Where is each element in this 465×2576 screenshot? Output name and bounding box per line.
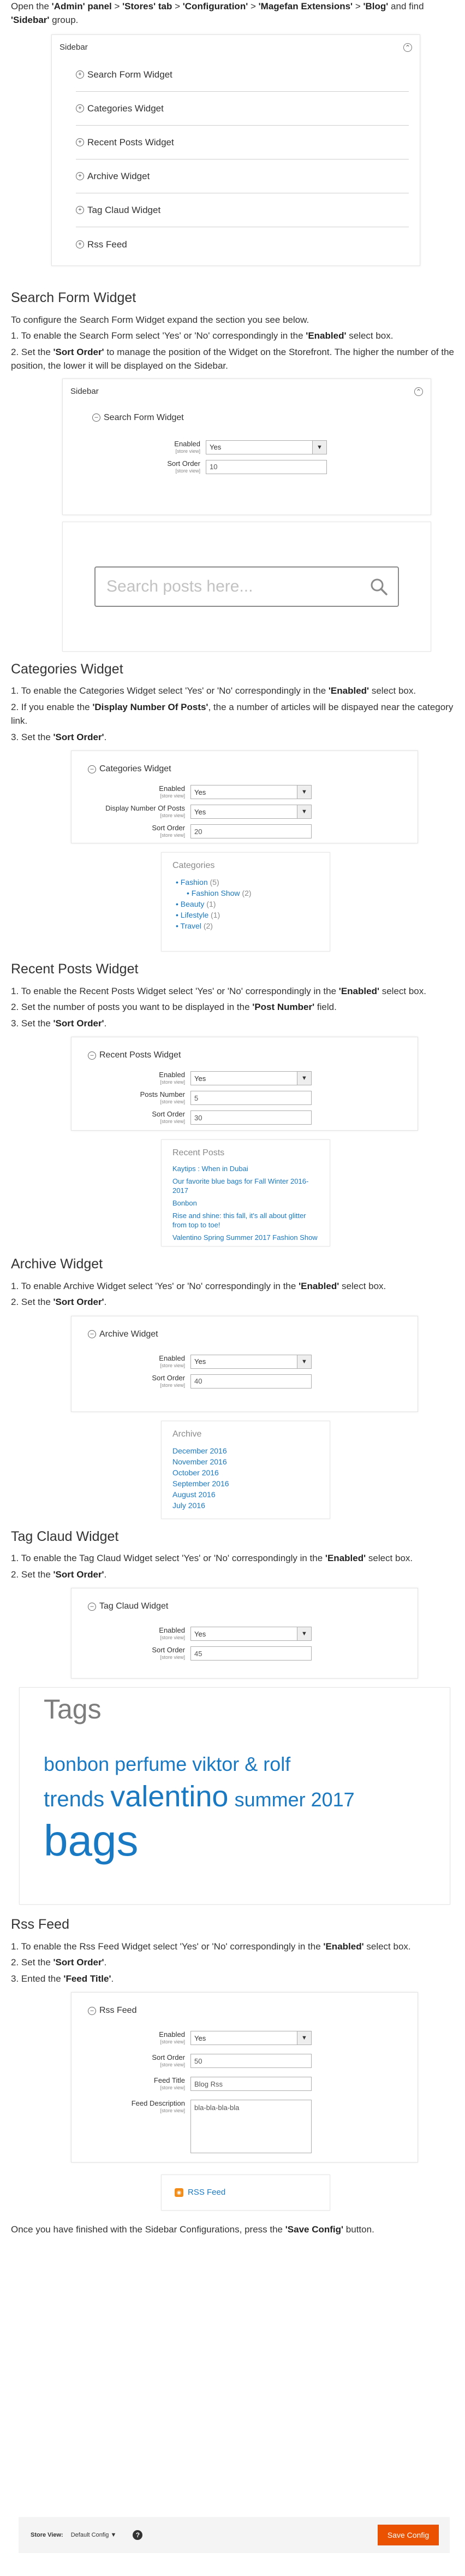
field-label: Sort Order bbox=[152, 1110, 185, 1119]
group-archive-widget[interactable] bbox=[76, 159, 409, 193]
field-label: Enabled bbox=[159, 784, 185, 793]
tags-sort-field bbox=[81, 1646, 408, 1661]
categories-number-select[interactable]: Yes ▼ bbox=[190, 805, 312, 819]
tags-enabled-select[interactable]: Yes ▼ bbox=[190, 1627, 312, 1641]
tag-link[interactable]: trends bbox=[44, 1787, 105, 1812]
search-heading: Search Form Widget bbox=[11, 290, 136, 306]
recent-post-link[interactable]: Kaytips : When in Dubai bbox=[172, 1165, 248, 1173]
group-label: Archive Widget bbox=[87, 171, 150, 182]
recent-post-link[interactable]: Rise and shine: this fall, it's all about glitter from top to toe! bbox=[172, 1212, 306, 1230]
categories-config-panel bbox=[71, 751, 418, 843]
scope-label: [store view] bbox=[160, 832, 185, 838]
field-label: Enabled bbox=[174, 439, 200, 448]
expand-icon: + bbox=[76, 240, 84, 249]
archive-link[interactable]: July 2016 bbox=[172, 1500, 205, 1510]
search-paragraph-1: To configure the Search Form Widget expand the section you see below. bbox=[11, 314, 309, 325]
categories-sort-field bbox=[81, 824, 408, 838]
group-tag-claud-widget[interactable] bbox=[76, 193, 409, 227]
categories-paragraph-1: 1. To enable the Categories Widget select 'Yes' or 'No' correspondingly in the 'Enabled' select box. bbox=[11, 686, 416, 696]
rss-section-title[interactable]: – Rss Feed bbox=[88, 2002, 408, 2019]
dropdown-arrow-icon: ▼ bbox=[297, 805, 311, 818]
rss-icon: ◉ bbox=[175, 2188, 183, 2197]
archive-sort-field bbox=[81, 1374, 408, 1389]
search-posts-input[interactable]: Search posts here... bbox=[94, 566, 399, 607]
recent-post-link[interactable]: Valentino Spring Summer 2017 Fashion Show bbox=[172, 1233, 318, 1242]
tag-link[interactable]: summer 2017 bbox=[234, 1788, 355, 1811]
scope-label: [store view] bbox=[175, 448, 200, 454]
scope-label: [store view] bbox=[160, 1119, 185, 1125]
archive-widget-preview bbox=[161, 1421, 330, 1519]
dropdown-arrow-icon: ▼ bbox=[312, 441, 326, 454]
field-label: Feed Title bbox=[153, 2076, 185, 2085]
archive-config-panel bbox=[71, 1316, 418, 1412]
collapse-icon: – bbox=[88, 1603, 96, 1611]
search-enabled-field bbox=[70, 440, 423, 454]
category-link[interactable]: • Fashion Show (2) bbox=[187, 889, 252, 898]
recent-posts-number-input[interactable]: 5 bbox=[190, 1091, 312, 1105]
categories-heading: Categories Widget bbox=[11, 661, 123, 677]
group-recent-posts-widget[interactable] bbox=[76, 126, 409, 159]
rss-widget-preview bbox=[161, 2175, 330, 2211]
field-label: Sort Order bbox=[152, 1373, 185, 1382]
tags-sort-order-input[interactable]: 45 bbox=[190, 1646, 312, 1661]
collapse-icon[interactable]: ⌃ bbox=[403, 43, 412, 52]
help-icon[interactable]: ? bbox=[133, 2530, 142, 2540]
categories-paragraph-3: 3. Set the 'Sort Order'. bbox=[11, 731, 107, 742]
archive-paragraph-1: 1. To enable Archive Widget select 'Yes' or 'No' correspondingly in the 'Enabled' select box. bbox=[11, 1280, 386, 1291]
rss-heading: Rss Feed bbox=[11, 1917, 69, 1933]
outro-text: Once you have finished with the Sidebar Configurations, press the 'Save Config' button. bbox=[11, 2224, 374, 2235]
dropdown-arrow-icon: ▼ bbox=[297, 1355, 311, 1368]
categories-paragraph-2: 2. If you enable the 'Display Number Of Posts', the a number of articles will be dispayed near the category link. bbox=[11, 701, 454, 726]
scope-label: [store view] bbox=[160, 1362, 185, 1368]
category-link[interactable]: • Travel (2) bbox=[176, 921, 213, 931]
recent-heading: Recent Posts Widget bbox=[11, 961, 139, 977]
scope-label: [store view] bbox=[160, 1655, 185, 1661]
tag-link[interactable]: bags bbox=[44, 1816, 139, 1865]
search-enabled-select[interactable]: Yes ▼ bbox=[206, 440, 327, 454]
rss-feed-description-textarea[interactable]: bla-bla-bla-bla bbox=[190, 2100, 312, 2153]
rss-paragraph-3: 3. Ented the 'Feed Title'. bbox=[11, 1973, 114, 1984]
search-panel-header[interactable] bbox=[70, 385, 423, 399]
dropdown-arrow-icon: ▼ bbox=[297, 1072, 311, 1085]
field-label: Sort Order bbox=[152, 1646, 185, 1655]
rss-config-panel bbox=[71, 1992, 418, 2163]
rss-paragraph-1: 1. To enable the Rss Feed Widget select 'Yes' or 'No' correspondingly in the 'Enabled' select box. bbox=[11, 1941, 411, 1952]
categories-enabled-select[interactable]: Yes ▼ bbox=[190, 785, 312, 799]
scope-label: [store view] bbox=[160, 2062, 185, 2068]
recent-paragraph-1: 1. To enable the Recent Posts Widget select 'Yes' or 'No' correspondingly in the 'Enabled' select box. bbox=[11, 985, 426, 996]
recent-enabled-field bbox=[81, 1071, 408, 1085]
recent-enabled-select[interactable]: Yes ▼ bbox=[190, 1071, 312, 1085]
field-label: Sort Order bbox=[152, 2053, 185, 2062]
store-view-label: Store View: bbox=[31, 2531, 63, 2538]
dropdown-arrow-icon: ▼ bbox=[297, 2031, 311, 2045]
categories-number-field bbox=[81, 805, 408, 819]
scope-label: [store view] bbox=[160, 2039, 185, 2045]
sidebar-config-panel bbox=[51, 34, 420, 266]
scope-label: [store view] bbox=[160, 2085, 185, 2091]
rss-paragraph-2: 2. Set the 'Sort Order'. bbox=[11, 1957, 107, 1968]
recent-post-link[interactable]: Bonbon bbox=[172, 1199, 197, 1208]
rss-feed-title-input[interactable]: Blog Rss bbox=[190, 2077, 312, 2091]
search-widget-preview bbox=[62, 522, 431, 652]
category-link[interactable]: • Fashion (5) bbox=[176, 878, 219, 887]
recent-paragraph-2: 2. Set the number of posts you want to be displayed in the 'Post Number' field. bbox=[11, 1002, 337, 1013]
scope-label: [store view] bbox=[160, 1099, 185, 1105]
collapse-icon: – bbox=[92, 413, 100, 422]
archive-link[interactable]: October 2016 bbox=[172, 1468, 219, 1477]
field-label: Display Number Of Posts bbox=[105, 804, 185, 813]
recent-section-title[interactable]: – Recent Posts Widget bbox=[88, 1047, 408, 1064]
recent-config-panel bbox=[71, 1037, 418, 1131]
field-label: Enabled bbox=[159, 1626, 185, 1635]
sidebar-panel-header[interactable] bbox=[59, 40, 412, 55]
category-link[interactable]: • Beauty (1) bbox=[176, 900, 216, 909]
field-label: Enabled bbox=[159, 2030, 185, 2039]
rss-feed-description-field bbox=[81, 2100, 408, 2153]
store-view-select[interactable]: Default Config ▼ bbox=[70, 2531, 117, 2538]
categories-section-title[interactable]: – Categories Widget bbox=[88, 761, 408, 777]
search-icon[interactable] bbox=[369, 577, 388, 596]
collapse-icon[interactable]: ⌃ bbox=[414, 387, 423, 396]
tag-link[interactable]: perfume bbox=[115, 1753, 187, 1776]
recent-sort-field bbox=[81, 1110, 408, 1125]
recent-post-link[interactable]: Our favorite blue bags for Fall Winter 2016-2017 bbox=[172, 1177, 309, 1195]
group-search-form-widget[interactable] bbox=[76, 58, 409, 92]
archive-link[interactable]: August 2016 bbox=[172, 1490, 216, 1499]
collapse-icon: – bbox=[88, 1051, 96, 1060]
categories-sort-order-input[interactable]: 20 bbox=[190, 824, 312, 838]
group-label: Tag Claud Widget bbox=[87, 205, 161, 216]
field-label: Posts Number bbox=[140, 1090, 185, 1099]
archive-heading: Archive Widget bbox=[11, 1256, 103, 1272]
search-paragraph-2: 1. To enable the Search Form select 'Yes' or 'No' correspondingly in the 'Enabled' select box. bbox=[11, 330, 394, 341]
search-panel-title: Sidebar bbox=[70, 386, 99, 396]
expand-icon: + bbox=[76, 104, 84, 113]
search-sort-order-input[interactable]: 10 bbox=[206, 460, 327, 474]
rss-enabled-field bbox=[81, 2031, 408, 2045]
scope-label: [store view] bbox=[160, 1382, 185, 1388]
tag-link[interactable]: viktor & rolf bbox=[192, 1753, 291, 1776]
archive-enabled-select[interactable]: Yes ▼ bbox=[190, 1355, 312, 1369]
expand-icon: + bbox=[76, 206, 84, 214]
search-sort-field bbox=[70, 460, 423, 474]
field-label: Sort Order bbox=[167, 459, 200, 468]
search-paragraph-3: 2. Set the 'Sort Order' to manage the position of the Widget on the Storefront. The higher the number of the position, the lower it will be displayed on the Sidebar. bbox=[11, 346, 454, 371]
archive-section-title[interactable]: – Archive Widget bbox=[88, 1326, 408, 1343]
scope-label: [store view] bbox=[160, 2108, 185, 2114]
expand-icon: + bbox=[76, 172, 84, 180]
rss-feed-title-field bbox=[81, 2077, 408, 2091]
recent-posts-number-field bbox=[81, 1091, 408, 1105]
scope-label: [store view] bbox=[160, 1079, 185, 1085]
categories-enabled-field bbox=[81, 785, 408, 799]
field-label: Enabled bbox=[159, 1354, 185, 1362]
expand-icon: + bbox=[76, 70, 84, 79]
scope-label: [store view] bbox=[160, 1635, 185, 1641]
recent-paragraph-3: 3. Set the 'Sort Order'. bbox=[11, 1018, 107, 1029]
search-section-title[interactable]: – Search Form Widget bbox=[92, 410, 423, 426]
archive-enabled-field bbox=[81, 1355, 408, 1369]
group-label: Categories Widget bbox=[87, 103, 164, 114]
archive-sort-order-input[interactable]: 40 bbox=[190, 1374, 312, 1389]
tags-section-title[interactable]: – Tag Claud Widget bbox=[88, 1598, 408, 1615]
dropdown-arrow-icon: ▼ bbox=[297, 1627, 311, 1640]
category-link[interactable]: • Lifestyle (1) bbox=[176, 911, 220, 920]
archive-widget-title: Archive bbox=[172, 1429, 202, 1439]
tag-link[interactable]: bonbon bbox=[44, 1753, 110, 1776]
store-view-toolbar bbox=[19, 2517, 450, 2553]
tags-paragraph-2: 2. Set the 'Sort Order'. bbox=[11, 1569, 107, 1580]
scope-label: [store view] bbox=[175, 468, 200, 474]
categories-widget-preview bbox=[161, 852, 330, 952]
field-label: Feed Description bbox=[131, 2099, 185, 2108]
recent-posts-widget-preview bbox=[161, 1139, 330, 1246]
save-config-button[interactable]: Save Config bbox=[378, 2525, 439, 2545]
archive-link[interactable]: November 2016 bbox=[172, 1457, 227, 1466]
archive-paragraph-2: 2. Set the 'Sort Order'. bbox=[11, 1297, 107, 1308]
group-label: Rss Feed bbox=[87, 239, 127, 250]
recent-posts-widget-title: Recent Posts bbox=[172, 1148, 225, 1158]
tags-heading: Tag Claud Widget bbox=[11, 1528, 119, 1544]
tags-config-panel bbox=[71, 1588, 418, 1679]
rss-sort-field bbox=[81, 2054, 408, 2068]
sidebar-panel-title: Sidebar bbox=[59, 43, 88, 52]
categories-widget-title: Categories bbox=[172, 861, 215, 871]
rss-enabled-select[interactable]: Yes ▼ bbox=[190, 2031, 312, 2045]
scope-label: [store view] bbox=[160, 793, 185, 799]
scope-label: [store view] bbox=[160, 813, 185, 819]
tags-widget-title: Tags bbox=[44, 1694, 102, 1725]
group-label: Recent Posts Widget bbox=[87, 137, 174, 148]
search-config-panel bbox=[62, 379, 431, 515]
field-label: Sort Order bbox=[152, 824, 185, 832]
tags-enabled-field bbox=[81, 1627, 408, 1641]
group-rss-feed[interactable] bbox=[76, 227, 409, 261]
rss-sort-order-input[interactable]: 50 bbox=[190, 2054, 312, 2068]
tag-link[interactable]: valentino bbox=[110, 1780, 229, 1813]
collapse-icon: – bbox=[88, 1330, 96, 1338]
archive-link[interactable]: December 2016 bbox=[172, 1446, 227, 1455]
recent-sort-order-input[interactable]: 30 bbox=[190, 1110, 312, 1125]
group-label: Search Form Widget bbox=[87, 69, 172, 80]
group-categories-widget[interactable] bbox=[76, 92, 409, 126]
tag-cloud-widget-preview bbox=[19, 1687, 450, 1905]
rss-feed-link[interactable]: RSS Feed bbox=[188, 2188, 226, 2197]
dropdown-arrow-icon: ▼ bbox=[297, 785, 311, 799]
archive-link[interactable]: September 2016 bbox=[172, 1479, 229, 1488]
intro-text: Open the 'Admin' panel > 'Stores' tab > 'Configuration' > 'Magefan Extensions' > 'Blog' and find 'Sidebar' group. bbox=[11, 1, 424, 25]
collapse-icon: – bbox=[88, 765, 96, 773]
tags-paragraph-1: 1. To enable the Tag Claud Widget select 'Yes' or 'No' correspondingly in the 'Enabled' select box. bbox=[11, 1553, 413, 1564]
expand-icon: + bbox=[76, 138, 84, 146]
field-label: Enabled bbox=[159, 1071, 185, 1079]
collapse-icon: – bbox=[88, 2007, 96, 2015]
